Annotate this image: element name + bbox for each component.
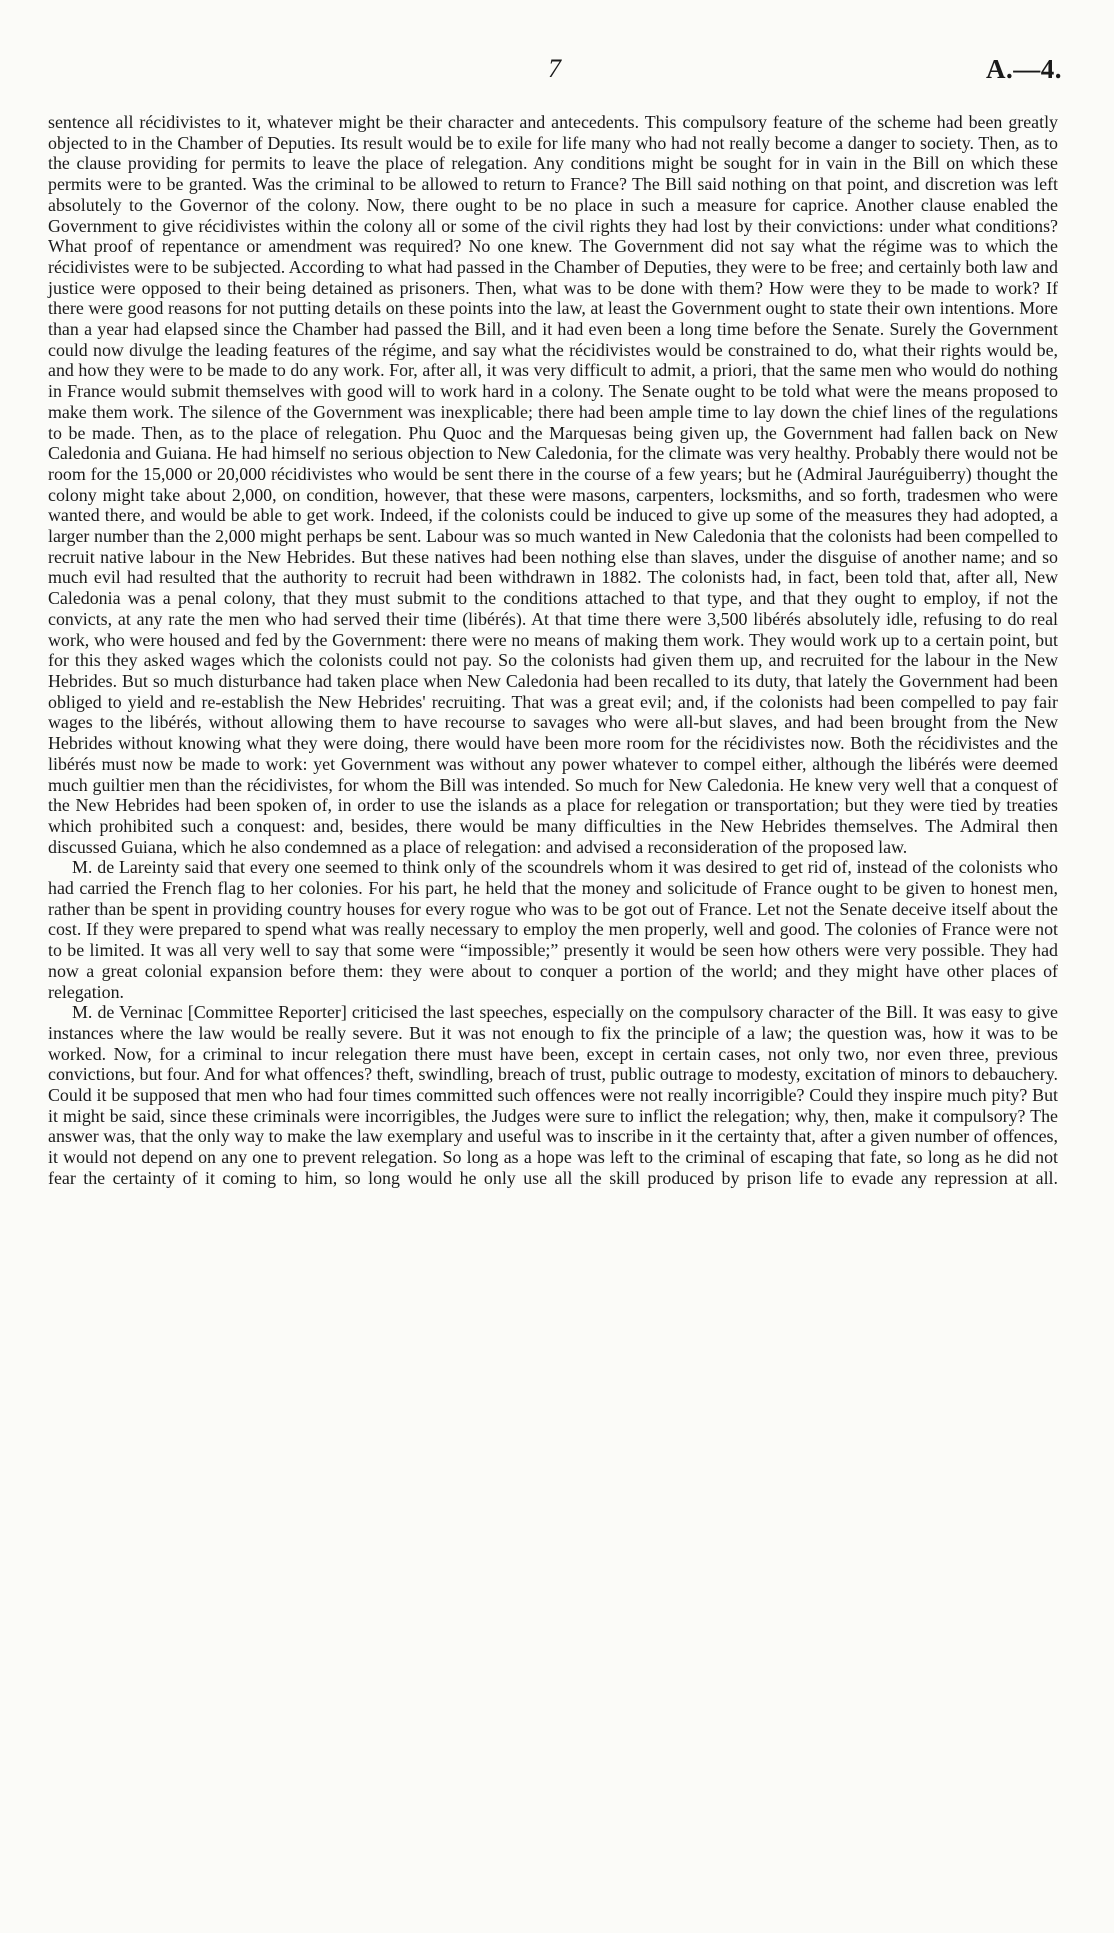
page-header xyxy=(0,54,1114,94)
paragraph-jaureguiberry-speech: sentence all récidivistes to it, whatever might be their character and antecedents. This compulsory feature of the scheme had been greatly objected to in the Chamber of Deputies. Its result would be to exile for life many who had not really become a danger to society. Then, as to the clause providing for permits to leave the place of relegation. Any conditions might be sought for in vain in the Bill on which these permits were to be granted. Was the criminal to be allowed to return to France? The Bill said nothing on that point, and discretion was left absolutely to the Governor of the colony. Now, there ought to be no place in such a measure for caprice. Another clause enabled the Government to give récidivistes within the colony all or some of the civil rights they had lost by their convictions: under what conditions? What proof of repentance or amendment was required? No one knew. The Government did not say what the régime was to which the récidivistes were to be subjected. According to what had passed in the Chamber of Deputies, they were to be free; and certainly both law and justice were opposed to their being detained as prisoners. Then, what was to be done with them? How were they to be made to work? If there were good reasons for not putting details on these points into the law, at least the Government ought to state their own intentions. More than a year had elapsed since the Chamber had passed the Bill, and it had even been a long time before the Senate. Surely the Government could now divulge the leading features of the régime, and say what the récidivistes would be constrained to do, what their rights would be, and how they were to be made to do any work. For, after all, it was very difficult to admit, a priori, that the same men who would do nothing in France would submit themselves with good will to work hard in a colony. The Senate ought to be told what were the means proposed to make them work. The silence of the Government was inexplicable; there had been ample time to lay down the chief lines of the regulations to be made. Then, as to the place of relegation. Phu Quoc and the Marquesas being given up, the Government had fallen back on New Caledonia and Guiana. He had himself no serious objection to New Caledonia, for the climate was very healthy. Probably there would not be room for the 15,000 or 20,000 récidivistes who would be sent there in the course of a few years; but he (Admiral Jauréguiberry) thought the colony might take about 2,000, on condition, however, that these were masons, carpenters, locksmiths, and so forth, tradesmen who were wanted there, and would be able to get work. Indeed, if the colonists could be induced to give up some of the measures they had adopted, a larger number than the 2,000 might perhaps be sent. Labour was so much wanted in New Caledonia that the colonists had been compelled to recruit native labour in the New Hebrides. But these natives had been nothing else than slaves, under the disguise of another name; and so much evil had resulted that the authority to recruit had been withdrawn in 1882. The colonists had, in fact, been told that, after all, New Caledonia was a penal colony, that they must submit to the conditions attached to that type, and that they ought to employ, if not the convicts, at any rate the men who had served their time (libérés). At that time there were 3,500 libérés absolutely idle, refusing to do real work, who were housed and fed by the Government: there were no means of making them work. They would work up to a certain point, but for this they asked wages which the colonists could not pay. So the colonists had given them up, and recruited for the labour in the New Hebrides. But so much disturbance had taken place when New Caledonia had been recalled to its duty, that lately the Government had been obliged to yield and re-establish the New Hebrides' recruiting. That was a great evil; and, if the colonists had been compelled to pay fair wages to the libérés, without allowing them to have recourse to savages who were all-but slaves, and had been brought from the New Hebrides without knowing what they were doing, there would have been more room for the récidivistes now. Both the récidivistes and the libérés must now be made to work: yet Government was without any power whatever to compel either, although the libérés were deemed much guiltier men than the récidivistes, for whom the Bill was intended. So much for New Caledonia. He knew very well that a conquest of the New Hebrides had been spoken of, in order to use the islands as a place for relegation or transportation; but they were tied by treaties which prohibited such a conquest: and, besides, there would be many difficulties in the New Hebrides themselves. The Admiral then discussed Guiana, which he also condemned as a place of relegation: and advised a reconsideration of the proposed law. xyxy=(48,112,1058,857)
page-number: 7 xyxy=(548,54,561,83)
document-reference: A.—4. xyxy=(986,54,1062,84)
paragraph-verninac-speech: M. de Verninac [Committee Reporter] criticised the last speeches, especially on the compulsory character of the Bill. It was easy to give instances where the law would be really severe. But it was not enough to fix the principle of a law; the question was, how it was to be worked. Now, for a criminal to incur relegation there must have been, except in certain cases, not only two, nor even three, previous convictions, but four. And for what offences? theft, swindling, breach of trust, public outrage to modesty, excitation of minors to debauchery. Could it be supposed that men who had four times committed such offences were not really incorrigible? Could they inspire much pity? But it might be said, since these criminals were incorrigibles, the Judges were sure to inflict the relegation; why, then, make it compulsory? The answer was, that the only way to make the law exemplary and useful was to inscribe in it the certainty that, after a given number of offences, it would not depend on any one to prevent relegation. So long as a hope was left to the criminal of escaping that fate, so long as he did not fear the certainty of it coming to him, so long would he only use all the skill produced by prison life to evade any repression at all. xyxy=(48,1002,1058,1188)
body-text xyxy=(48,112,1058,1209)
paragraph-lareinty-speech: M. de Lareinty said that every one seemed to think only of the scoundrels whom it was desired to get rid of, instead of the colonists who had carried the French flag to her colonies. For his part, he held that the money and solicitude of France ought to be given to honest men, rather than be spent in providing country houses for every rogue who was to be got out of France. Let not the Senate deceive itself about the cost. If they were prepared to spend what was really necessary to employ the men properly, well and good. The colonies of France were not to be limited. It was all very well to say that some were “impossible;” presently it would be seen how others were very possible. They had now a great colonial expansion before them: they were about to conquer a portion of the world; and they might have other places of relegation. xyxy=(48,857,1058,1002)
